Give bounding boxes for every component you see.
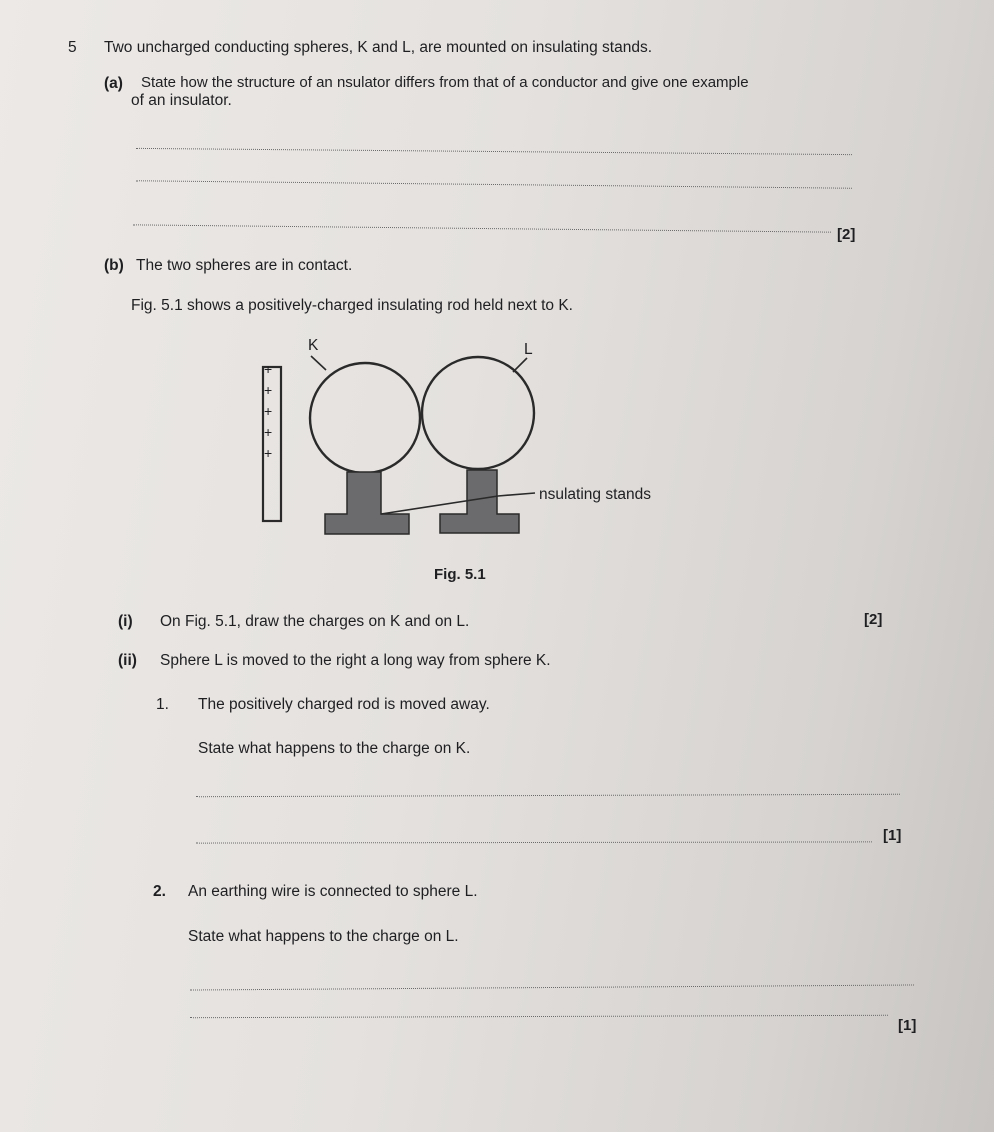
- sub1-text: The positively charged rod is moved away.: [198, 696, 490, 713]
- sub2-text: An earthing wire is connected to sphere L.: [188, 883, 478, 900]
- question-intro: Two uncharged conducting spheres, K and L, are mounted on insulating stands.: [104, 39, 653, 56]
- part-b-label: (b): [104, 257, 124, 274]
- label-insulating-stands: nsulating stands: [539, 486, 652, 503]
- part-b-i-label: (i): [118, 613, 133, 630]
- sub1-marks: [1]: [883, 827, 902, 844]
- label-k: K: [308, 337, 319, 354]
- rod-charge-1: +: [264, 361, 273, 377]
- sub2-marks: [1]: [898, 1017, 917, 1034]
- rod-charge-5: +: [264, 445, 273, 461]
- rod-charge-4: +: [264, 424, 273, 440]
- part-b-i-marks: [2]: [864, 611, 883, 628]
- part-a-text-line1: State how the structure of an nsulator differs from that of a conductor and give one example: [141, 74, 749, 91]
- sphere-k: [310, 363, 420, 473]
- rod-charge-2: +: [264, 382, 273, 398]
- part-b-ii-label: (ii): [118, 652, 137, 669]
- stand-k: [325, 472, 409, 534]
- part-b-text: The two spheres are in contact.: [136, 257, 353, 274]
- part-a-marks: [2]: [837, 226, 856, 243]
- figure-caption: Fig. 5.1: [434, 566, 486, 583]
- leader-k: [311, 356, 326, 370]
- sub1-prompt: State what happens to the charge on K.: [198, 740, 471, 757]
- rod-charge-3: +: [264, 403, 273, 419]
- figure-intro: Fig. 5.1 shows a positively-charged insulating rod held next to K.: [131, 297, 573, 314]
- part-b-i-text: On Fig. 5.1, draw the charges on K and on L.: [160, 613, 470, 630]
- sphere-l: [422, 357, 534, 469]
- question-number: 5: [68, 39, 77, 56]
- sub1-number: 1.: [156, 696, 169, 713]
- sub2-number: 2.: [153, 883, 166, 900]
- stand-l: [440, 470, 519, 533]
- leader-l: [513, 358, 527, 372]
- label-l: L: [524, 341, 533, 358]
- sub2-prompt: State what happens to the charge on L.: [188, 928, 459, 945]
- leader-stands-l: [498, 493, 535, 496]
- part-a-text-line2: of an insulator.: [131, 92, 232, 109]
- part-a-label: (a): [104, 75, 123, 92]
- part-b-ii-text: Sphere L is moved to the right a long way from sphere K.: [160, 652, 551, 669]
